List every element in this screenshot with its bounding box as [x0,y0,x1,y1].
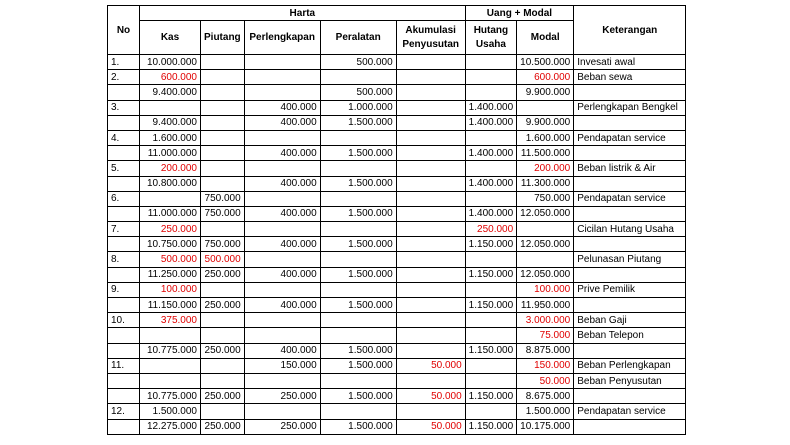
cell-hutang: 1.150.000 [465,419,517,434]
cell-hutang [465,161,517,176]
cell-akumulasi: 50.000 [396,419,465,434]
table-body [108,55,686,435]
cell-no [108,237,140,252]
table-row [108,404,686,419]
cell-kas: 10.000.000 [140,55,201,70]
cell-piutang [201,70,245,85]
cell-modal: 150.000 [517,358,574,373]
cell-piutang [201,146,245,161]
cell-perlengkapan [244,161,320,176]
cell-perlengkapan [244,55,320,70]
table-row [108,358,686,373]
cell-perlengkapan: 150.000 [244,358,320,373]
cell-kas: 11.150.000 [140,298,201,313]
cell-ket: Beban Telepon [574,328,686,343]
cell-no [108,85,140,100]
cell-akumulasi [396,222,465,237]
cell-perlengkapan [244,130,320,145]
cell-kas: 11.000.000 [140,146,201,161]
cell-peralatan [320,252,396,267]
cell-akumulasi [396,298,465,313]
cell-modal: 12.050.000 [517,237,574,252]
accounting-equation-table [107,5,686,435]
cell-modal: 9.900.000 [517,85,574,100]
cell-akumulasi [396,206,465,221]
cell-piutang [201,282,245,297]
cell-ket: Prive Pemilik [574,282,686,297]
cell-akumulasi [396,237,465,252]
header-keterangan: Keterangan [574,6,686,55]
cell-ket [574,115,686,130]
cell-ket [574,343,686,358]
cell-ket: Beban Penyusutan [574,373,686,388]
cell-piutang: 500.000 [201,252,245,267]
cell-akumulasi [396,130,465,145]
cell-modal: 10.500.000 [517,55,574,70]
cell-no [108,267,140,282]
cell-perlengkapan [244,70,320,85]
header-no: No [108,6,140,55]
cell-peralatan: 1.500.000 [320,176,396,191]
cell-no [108,419,140,434]
cell-ket [574,85,686,100]
cell-hutang [465,252,517,267]
table-row [108,146,686,161]
header-piutang: Piutang [201,21,245,55]
cell-peralatan: 1.500.000 [320,267,396,282]
cell-peralatan [320,282,396,297]
cell-kas: 1.500.000 [140,404,201,419]
cell-kas: 10.775.000 [140,343,201,358]
cell-hutang: 1.150.000 [465,267,517,282]
cell-hutang: 1.400.000 [465,115,517,130]
table-row [108,55,686,70]
cell-peralatan: 1.500.000 [320,419,396,434]
cell-piutang [201,222,245,237]
cell-piutang: 250.000 [201,419,245,434]
cell-hutang [465,130,517,145]
table-row [108,222,686,237]
cell-no [108,115,140,130]
cell-ket: Cicilan Hutang Usaha [574,222,686,237]
table-row [108,85,686,100]
table-row [108,237,686,252]
cell-piutang: 250.000 [201,343,245,358]
cell-piutang [201,358,245,373]
cell-hutang: 1.150.000 [465,298,517,313]
cell-ket: Invesati awal [574,55,686,70]
cell-hutang: 1.150.000 [465,237,517,252]
table-row [108,328,686,343]
cell-akumulasi [396,161,465,176]
cell-perlengkapan: 400.000 [244,206,320,221]
cell-ket: Perlengkapan Bengkel [574,100,686,115]
cell-modal: 9.900.000 [517,115,574,130]
cell-modal: 11.300.000 [517,176,574,191]
cell-akumulasi [396,313,465,328]
cell-peralatan [320,373,396,388]
cell-kas: 200.000 [140,161,201,176]
cell-no: 3. [108,100,140,115]
table-row [108,176,686,191]
cell-ket: Beban Gaji [574,313,686,328]
header-akumulasi: Akumulasi Penyusutan [396,21,465,55]
cell-piutang [201,161,245,176]
cell-modal: 1.500.000 [517,404,574,419]
cell-kas: 9.400.000 [140,115,201,130]
cell-ket [574,146,686,161]
cell-hutang: 1.400.000 [465,176,517,191]
cell-piutang: 750.000 [201,191,245,206]
cell-akumulasi [396,343,465,358]
cell-kas: 250.000 [140,222,201,237]
cell-perlengkapan: 400.000 [244,115,320,130]
cell-hutang: 1.150.000 [465,343,517,358]
cell-hutang [465,85,517,100]
cell-perlengkapan: 400.000 [244,176,320,191]
header-kas: Kas [140,21,201,55]
cell-kas [140,358,201,373]
cell-modal: 50.000 [517,373,574,388]
cell-perlengkapan [244,328,320,343]
cell-modal: 750.000 [517,191,574,206]
header-modal: Modal [517,21,574,55]
header-hutang: Hutang Usaha [465,21,517,55]
cell-piutang [201,55,245,70]
cell-peralatan: 1.500.000 [320,146,396,161]
table-row [108,313,686,328]
cell-ket [574,389,686,404]
cell-peralatan [320,161,396,176]
cell-ket: Beban sewa [574,70,686,85]
table-row [108,206,686,221]
cell-kas: 500.000 [140,252,201,267]
cell-piutang [201,100,245,115]
cell-piutang [201,328,245,343]
cell-akumulasi [396,328,465,343]
cell-modal [517,100,574,115]
cell-modal: 12.050.000 [517,206,574,221]
cell-hutang: 1.400.000 [465,146,517,161]
cell-perlengkapan [244,252,320,267]
cell-piutang [201,115,245,130]
cell-peralatan [320,130,396,145]
cell-no: 8. [108,252,140,267]
cell-hutang: 250.000 [465,222,517,237]
cell-piutang: 250.000 [201,389,245,404]
cell-modal: 75.000 [517,328,574,343]
table-row [108,252,686,267]
table-row [108,298,686,313]
cell-piutang: 750.000 [201,237,245,252]
cell-modal: 8.675.000 [517,389,574,404]
cell-piutang: 750.000 [201,206,245,221]
cell-peralatan [320,70,396,85]
cell-akumulasi [396,282,465,297]
cell-modal [517,222,574,237]
cell-modal: 11.500.000 [517,146,574,161]
cell-peralatan [320,222,396,237]
cell-hutang [465,313,517,328]
cell-perlengkapan: 400.000 [244,267,320,282]
cell-perlengkapan: 250.000 [244,419,320,434]
cell-akumulasi [396,146,465,161]
cell-piutang: 250.000 [201,267,245,282]
cell-akumulasi [396,85,465,100]
cell-akumulasi [396,176,465,191]
cell-hutang [465,373,517,388]
table-row [108,115,686,130]
table-row [108,373,686,388]
cell-perlengkapan [244,191,320,206]
cell-hutang: 1.400.000 [465,100,517,115]
cell-kas: 100.000 [140,282,201,297]
cell-modal: 600.000 [517,70,574,85]
cell-hutang [465,55,517,70]
cell-kas: 10.800.000 [140,176,201,191]
cell-ket: Pendapatan service [574,404,686,419]
cell-perlengkapan [244,313,320,328]
cell-perlengkapan: 400.000 [244,237,320,252]
cell-kas: 10.750.000 [140,237,201,252]
cell-kas: 11.250.000 [140,267,201,282]
cell-no: 10. [108,313,140,328]
cell-akumulasi [396,115,465,130]
cell-perlengkapan: 400.000 [244,343,320,358]
cell-peralatan: 1.500.000 [320,206,396,221]
table-row [108,130,686,145]
cell-ket: Beban listrik & Air [574,161,686,176]
cell-perlengkapan [244,282,320,297]
cell-ket [574,237,686,252]
cell-perlengkapan [244,404,320,419]
cell-kas: 9.400.000 [140,85,201,100]
cell-hutang [465,282,517,297]
cell-no: 1. [108,55,140,70]
cell-modal: 1.600.000 [517,130,574,145]
cell-no [108,146,140,161]
cell-piutang [201,176,245,191]
cell-peralatan: 1.500.000 [320,298,396,313]
cell-peralatan: 1.500.000 [320,237,396,252]
cell-hutang [465,191,517,206]
cell-perlengkapan [244,85,320,100]
cell-no [108,176,140,191]
cell-ket: Pendapatan service [574,191,686,206]
cell-no: 9. [108,282,140,297]
header-uang-modal: Uang + Modal [465,6,574,21]
cell-no: 12. [108,404,140,419]
cell-no [108,328,140,343]
cell-akumulasi: 50.000 [396,389,465,404]
cell-akumulasi [396,404,465,419]
cell-akumulasi [396,70,465,85]
table-row [108,100,686,115]
cell-peralatan [320,313,396,328]
header-harta: Harta [140,6,466,21]
cell-ket [574,419,686,434]
cell-piutang: 250.000 [201,298,245,313]
table-row [108,267,686,282]
cell-peralatan [320,328,396,343]
cell-perlengkapan: 250.000 [244,389,320,404]
cell-peralatan: 500.000 [320,55,396,70]
cell-ket [574,176,686,191]
cell-modal [517,252,574,267]
cell-perlengkapan: 400.000 [244,298,320,313]
table-row [108,191,686,206]
cell-modal: 12.050.000 [517,267,574,282]
cell-piutang [201,373,245,388]
cell-peralatan: 1.500.000 [320,343,396,358]
cell-akumulasi [396,55,465,70]
cell-hutang: 1.400.000 [465,206,517,221]
cell-kas: 600.000 [140,70,201,85]
cell-no: 7. [108,222,140,237]
cell-peralatan [320,191,396,206]
cell-modal: 11.950.000 [517,298,574,313]
cell-ket [574,298,686,313]
cell-akumulasi [396,100,465,115]
cell-no [108,298,140,313]
table-row [108,389,686,404]
cell-kas [140,373,201,388]
cell-no [108,373,140,388]
table-row [108,419,686,434]
cell-akumulasi [396,373,465,388]
cell-no: 11. [108,358,140,373]
cell-kas: 375.000 [140,313,201,328]
cell-no: 4. [108,130,140,145]
cell-no: 5. [108,161,140,176]
cell-no: 6. [108,191,140,206]
cell-piutang [201,404,245,419]
cell-no: 2. [108,70,140,85]
table-row [108,282,686,297]
cell-perlengkapan: 400.000 [244,100,320,115]
cell-hutang [465,328,517,343]
cell-ket [574,206,686,221]
cell-piutang [201,130,245,145]
cell-hutang: 1.150.000 [465,389,517,404]
cell-modal: 10.175.000 [517,419,574,434]
cell-perlengkapan [244,373,320,388]
header-perlengkapan: Perlengkapan [244,21,320,55]
cell-akumulasi: 50.000 [396,358,465,373]
cell-ket: Beban Perlengkapan [574,358,686,373]
cell-kas: 10.775.000 [140,389,201,404]
cell-modal: 8.875.000 [517,343,574,358]
cell-ket: Pendapatan service [574,130,686,145]
header-peralatan: Peralatan [320,21,396,55]
cell-hutang [465,404,517,419]
cell-piutang [201,85,245,100]
cell-perlengkapan [244,222,320,237]
cell-no [108,343,140,358]
cell-peralatan: 1.500.000 [320,115,396,130]
cell-peralatan: 1.500.000 [320,389,396,404]
cell-kas [140,191,201,206]
table-row [108,161,686,176]
cell-no [108,206,140,221]
cell-ket [574,267,686,282]
cell-akumulasi [396,252,465,267]
cell-kas: 1.600.000 [140,130,201,145]
cell-akumulasi [396,267,465,282]
cell-peralatan [320,404,396,419]
table-row [108,70,686,85]
cell-kas [140,328,201,343]
cell-hutang [465,70,517,85]
cell-peralatan: 1.500.000 [320,358,396,373]
cell-modal: 3.000.000 [517,313,574,328]
cell-akumulasi [396,191,465,206]
cell-perlengkapan: 400.000 [244,146,320,161]
cell-kas: 12.275.000 [140,419,201,434]
cell-peralatan: 1.000.000 [320,100,396,115]
table-row [108,343,686,358]
cell-piutang [201,313,245,328]
cell-kas: 11.000.000 [140,206,201,221]
cell-modal: 100.000 [517,282,574,297]
cell-ket: Pelunasan Piutang [574,252,686,267]
cell-modal: 200.000 [517,161,574,176]
cell-no [108,389,140,404]
cell-kas [140,100,201,115]
cell-hutang [465,358,517,373]
cell-peralatan: 500.000 [320,85,396,100]
